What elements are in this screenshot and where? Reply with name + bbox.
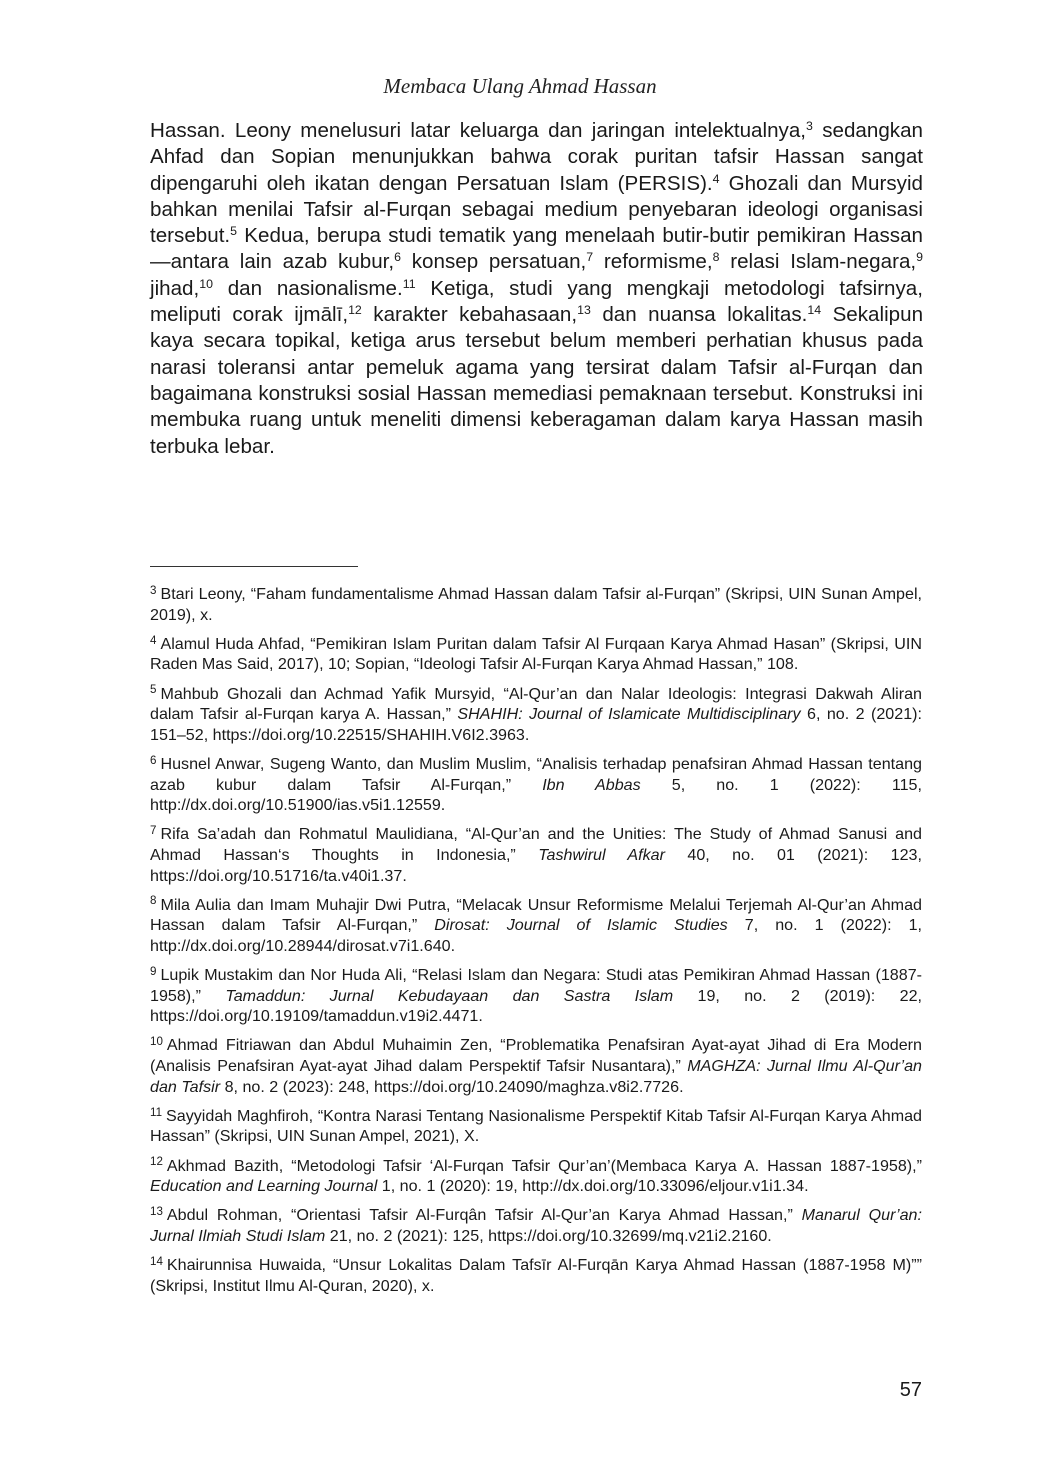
footnote-journal-title: SHAHIH: Journal of Islamicate Multidisciplinary — [457, 705, 801, 724]
footnote-marker[interactable]: 11 — [402, 276, 416, 291]
body-paragraph — [150, 118, 923, 460]
footnote-marker[interactable]: 4 — [712, 171, 720, 186]
footnote-text: Mahbub Ghozali dan Achmad Yafik Mursyid, “Al-Qur’an dan Nalar Ideologis: Integrasi Dakwah Aliran dalam Tafsir al-Furqan karya A. Hassan,” — [150, 684, 922, 724]
body-text-run: Sekalipun kaya secara topikal, ketiga arus tersebut belum memberi perhatian khusus pada narasi toleransi antar pemeluk agama yang tersirat dalam Tafsir al-Furqan dan bagaimana konstruksi sosial Hassan memediasi pemaknaan tersebut. Konstruksi ini membuka ruang untuk meneliti dimensi keberagaman dalam karya Hassan masih terbuka lebar. — [150, 303, 924, 458]
footnote-number: 8 — [150, 895, 157, 908]
footnote-marker[interactable]: 13 — [577, 303, 591, 318]
footnote-marker[interactable]: 8 — [712, 250, 720, 265]
footnote-text: Husnel Anwar, Sugeng Wanto, dan Muslim Muslim, “Analisis terhadap penafsiran Ahmad Hassan tentang azab kubur dalam Tafsir Al-Furqan,” — [150, 754, 922, 794]
footnotes-section — [150, 584, 922, 1305]
body-text-run: konsep persatuan, — [400, 250, 587, 274]
footnote-text: Rifa Sa’adah dan Rohmatul Maulidiana, “Al-Qur’an and the Unities: The Study of Ahmad Sanusi and Ahmad Hassan‘s Thoughts in Indonesia,” — [150, 825, 922, 864]
footnote-number: 6 — [150, 754, 157, 767]
footnote-item — [150, 1205, 922, 1246]
footnote-text: Mila Aulia dan Imam Muhajir Dwi Putra, “Melacak Unsur Reformisme Melalui Terjemah Al-Qur’an Ahmad Hassan dalam Tafsir Al-Furqan,” — [150, 895, 922, 935]
footnote-text: Btari Leony, “Faham fundamentalisme Ahmad Hassan dalam Tafsir al-Furqan” (Skripsi, UIN Sunan Ampel, 2019), x. — [150, 585, 922, 624]
footnote-text: 5, no. 1 (2022): 115, http://dx.doi.org/10.51900/ias.v5i1.12559. — [150, 775, 922, 815]
body-text-run: karakter kebahasaan, — [361, 303, 578, 327]
body-text-run: jihad, — [150, 276, 200, 300]
footnote-item — [150, 895, 922, 957]
footnote-text: 21, no. 2 (2021): 125, https://doi.org/10.32699/mq.v21i2.2160. — [325, 1226, 772, 1245]
footnote-item — [150, 754, 922, 816]
footnote-text: 7, no. 1 (2022): 1, http://dx.doi.org/10.28944/dirosat.v7i1.640. — [150, 916, 922, 955]
footnote-item — [150, 824, 922, 886]
footnote-text: Abdul Rohman, “Orientasi Tafsir Al-Furqân Tafsir Al-Qur’an Karya Ahmad Hassan,” — [166, 1206, 802, 1225]
running-head: Membaca Ulang Ahmad Hassan — [383, 74, 657, 98]
footnote-marker[interactable]: 6 — [394, 250, 401, 265]
body-text-run: relasi Islam-negara, — [719, 250, 917, 274]
body-text-run: Hassan. Leony menelusuri latar keluarga dan jaringan intelektualnya, — [150, 119, 807, 142]
footnote-text: 40, no. 01 (2021): 123, https://doi.org/10.51716/ta.v40i1.37. — [150, 845, 922, 885]
footnote-journal-title: Education and Learning Journal — [150, 1177, 378, 1196]
footnote-text: 6, no. 2 (2021): 151–52, https://doi.org/10.22515/SHAHIH.V6I2.3963. — [150, 705, 922, 744]
footnote-number: 12 — [150, 1156, 163, 1169]
footnote-item — [150, 684, 922, 746]
footnote-journal-title: Tashwirul Afkar — [538, 845, 665, 864]
footnote-separator — [150, 566, 358, 567]
footnote-journal-title: Tamaddun: Jurnal Kebudayaan dan Sastra Islam — [225, 986, 674, 1005]
footnote-text: Sayyidah Maghfiroh, “Kontra Narasi Tentang Nasionalisme Perspektif Kitab Tafsir Al-Furqan Karya Ahmad Hassan” (Skripsi, UIN Sunan Ampel, 2021), X. — [150, 1106, 922, 1146]
footnote-text: 1, no. 1 (2020): 19, http://dx.doi.org/10.33096/eljour.v1i1.34. — [377, 1177, 809, 1196]
body-text-run: Ketiga, studi yang mengkaji metodologi tafsirnya, meliputi corak ijmālī, — [150, 276, 923, 327]
footnote-number: 7 — [150, 825, 157, 838]
footnote-text: Ahmad Fitriawan dan Abdul Muhaimin Zen, “Problematika Penafsiran Ayat-ayat Jihad di Era Modern (Analisis Penafsiran Ayat-ayat Jihad dalam Perspektif Tafsir Nusantara),” — [150, 1036, 922, 1076]
footnote-item — [150, 1156, 922, 1197]
footnote-number: 13 — [150, 1206, 163, 1219]
body-text-run: reformisme, — [593, 250, 713, 274]
footnote-marker[interactable]: 12 — [348, 303, 362, 318]
footnote-item — [150, 1035, 922, 1097]
body-text-run: dan nuansa lokalitas. — [590, 303, 808, 327]
footnote-number: 9 — [150, 965, 157, 978]
footnote-text: Lupik Mustakim dan Nor Huda Ali, “Relasi Islam dan Negara: Studi atas Pemikiran Ahmad Hassan (1887-1958),” — [150, 966, 922, 1005]
body-text-run: dan nasionalisme. — [212, 276, 403, 300]
footnote-text: Akhmad Bazith, “Metodologi Tafsir ‘Al-Furqan Tafsir Qur’an’(Membaca Karya A. Hassan 1887-1958),” — [166, 1156, 922, 1175]
footnote-text: Khairunnisa Huwaida, “Unsur Lokalitas Dalam Tafsīr Al-Furqān Karya Ahmad Hassan (1887-1958 M)”” (Skripsi, Institut Ilmu Al-Quran, 2020), x. — [150, 1256, 922, 1295]
footnote-item — [150, 584, 922, 625]
footnote-journal-title: Ibn Abbas — [542, 775, 641, 794]
footnote-journal-title: Manarul Qur’an: Jurnal Ilmiah Studi Islam — [150, 1206, 922, 1245]
footnote-text: 19, no. 2 (2019): 22, https://doi.org/10.19109/tamaddun.v19i2.4471. — [150, 986, 923, 1026]
footnote-text: 8, no. 2 (2023): 248, https://doi.org/10.24090/maghza.v8i2.7726. — [220, 1077, 684, 1096]
page-number: 57 — [899, 1379, 922, 1401]
footnote-marker[interactable]: 5 — [230, 224, 238, 239]
body-text-run: Kedua, berupa studi tematik yang menelaah butir-butir pemikiran Hassan—antara lain azab kubur, — [150, 224, 923, 274]
footnote-marker[interactable]: 9 — [916, 250, 923, 265]
footnote-text: Alamul Huda Ahfad, “Pemikiran Islam Puritan dalam Tafsir Al Furqaan Karya Ahmad Hasan” (Skripsi, UIN Raden Mas Said, 2017), 10; Sopian, “Ideologi Tafsir Al-Furqan Karya Ahmad Hassan,” 108. — [150, 634, 922, 674]
footnote-number: 11 — [150, 1106, 163, 1119]
footnote-marker[interactable]: 10 — [199, 276, 213, 291]
footnote-number: 5 — [150, 684, 157, 697]
footnote-number: 3 — [150, 584, 157, 597]
footnote-marker[interactable]: 7 — [586, 250, 594, 265]
footnote-item — [150, 1255, 922, 1296]
footnote-item — [150, 634, 922, 675]
footnote-journal-title: MAGHZA: Jurnal Ilmu Al-Qur’an dan Tafsir — [150, 1057, 923, 1096]
footnote-marker[interactable]: 3 — [806, 119, 813, 134]
footnote-marker[interactable]: 14 — [807, 303, 822, 318]
body-text-run: Ghozali dan Mursyid bahkan menilai Tafsir al-Furqan sebagai medium penyebaran ideologi organisasi tersebut. — [150, 171, 923, 248]
body-text-run: sedangkan Ahfad dan Sopian menunjukkan bahwa corak puritan tafsir Hassan sangat dipengaruhi oleh ikatan dengan Persatuan Islam (PERSIS). — [150, 119, 923, 195]
footnote-number: 14 — [150, 1255, 163, 1268]
footnote-number: 10 — [150, 1036, 163, 1049]
footnote-item — [150, 965, 922, 1027]
footnote-item — [150, 1106, 922, 1147]
footnote-number: 4 — [150, 634, 157, 647]
footnote-journal-title: Dirosat: Journal of Islamic Studies — [434, 916, 728, 935]
